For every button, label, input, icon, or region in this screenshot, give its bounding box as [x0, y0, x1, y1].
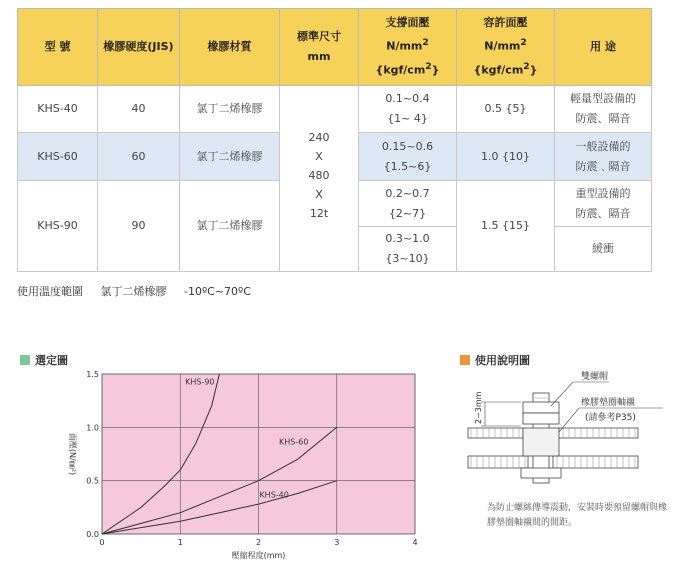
y-tick-label: 1.0 — [86, 423, 99, 433]
header-size — [280, 9, 359, 86]
usage-line: 一般設備的 — [575, 139, 631, 153]
header-support-unit2: {kgf/cm — [375, 63, 426, 77]
cell-material: 氯丁二烯橡膠 — [180, 133, 280, 181]
selection-chart-title-text: 選定圖 — [35, 354, 68, 367]
usage-note: 為防止螺絲傳導震動，安裝時要預留螺帽與橡膠墊圈軸襯間的間距。 — [487, 503, 668, 528]
header-allow-sup: 2 — [520, 37, 527, 49]
header-support-close: } — [431, 63, 440, 77]
temperature-material: 氯丁二烯橡膠 — [100, 285, 167, 298]
cell-usage — [555, 181, 652, 227]
header-support-sup: 2 — [422, 37, 429, 49]
rubber-pad-label: 橡膠墊圈軸襯 — [581, 398, 636, 408]
header-allow-unit: N/mm — [484, 40, 521, 53]
size-line: 240 — [308, 131, 330, 144]
header-allow-line2 — [457, 33, 554, 57]
header-support-line2 — [359, 33, 456, 57]
cell-support — [359, 181, 457, 227]
cell-material: 氯丁二烯橡膠 — [180, 86, 280, 133]
cell-allow: 1.5 {15} — [457, 181, 555, 272]
header-support-unit: N/mm — [386, 40, 423, 53]
cell-model: KHS-40 — [18, 86, 98, 133]
temperature-range-note — [17, 283, 265, 299]
support-range-kgf: {3~10} — [385, 252, 430, 265]
x-tick-label: 0 — [99, 538, 105, 547]
spec-table — [17, 8, 652, 272]
cell-model: KHS-90 — [18, 181, 98, 272]
cell-allow: 0.5 {5} — [457, 86, 555, 133]
header-size-line1: 標準尺寸 — [297, 30, 341, 43]
usage-line: 防震﹑隔音 — [575, 159, 631, 173]
x-axis-label: 壓縮程度(mm) — [231, 551, 286, 560]
usage-line: 防震、隔音 — [575, 206, 631, 220]
header-support-sup2: 2 — [425, 61, 432, 72]
y-tick-label: 1.5 — [86, 370, 99, 379]
orange-square-icon — [460, 355, 470, 365]
size-line: 480 — [308, 169, 330, 182]
cell-usage — [555, 86, 652, 133]
header-allow-close: } — [529, 63, 538, 77]
usage-line: 防震、隔音 — [575, 112, 631, 125]
usage-diagram — [463, 368, 673, 498]
header-allow — [457, 9, 555, 86]
table-header-row — [18, 9, 652, 86]
y-tick-label: 0.0 — [86, 530, 99, 539]
y-tick-label: 0.5 — [86, 476, 99, 486]
size-line: X — [315, 150, 323, 163]
header-support-line3 — [359, 57, 456, 81]
header-material: 橡膠材質 — [180, 9, 280, 86]
gap-label: 2~3mm — [474, 391, 483, 424]
cell-usage-extra: 緩衝 — [555, 227, 652, 272]
header-hardness: 橡膠硬度(JIS) — [98, 9, 180, 86]
usage-line: 輕量型設備的 — [570, 92, 636, 105]
header-model: 型 號 — [18, 9, 98, 86]
header-usage: 用 途 — [555, 9, 652, 86]
header-allow-unit2: {kgf/cm — [473, 63, 524, 77]
selection-chart — [60, 366, 490, 566]
support-range: 0.3~1.0 — [385, 232, 430, 245]
reference-label: (請參考P35) — [585, 413, 636, 423]
bolt-icon — [521, 393, 561, 483]
green-square-icon — [20, 355, 30, 365]
base-plate-bottom — [468, 456, 638, 468]
support-range: 0.1~0.4 — [385, 92, 430, 105]
temperature-value: -10ºC~70ºC — [184, 285, 251, 298]
x-tick-label: 1 — [177, 538, 183, 547]
cell-material: 氯丁二烯橡膠 — [180, 181, 280, 272]
size-line: 12t — [309, 207, 329, 220]
header-allow-line1: 容許面壓 — [483, 16, 528, 30]
x-tick-label: 2 — [255, 538, 262, 547]
x-tick-label: 3 — [334, 538, 340, 547]
cell-hardness: 60 — [98, 133, 180, 181]
cell-usage — [555, 133, 652, 181]
support-range-kgf: {1.5~6} — [383, 159, 432, 173]
support-range: 0.15~0.6 — [381, 139, 434, 153]
cell-model: KHS-60 — [18, 133, 98, 181]
cell-support — [359, 133, 457, 181]
series-label: KHS-90 — [185, 377, 215, 387]
size-line: X — [315, 188, 323, 201]
cell-support-extra — [359, 227, 457, 272]
table-row — [18, 86, 652, 133]
usage-diagram-title-text: 使用說明圖 — [475, 354, 530, 367]
support-range: 0.2~0.7 — [385, 186, 430, 200]
cell-allow: 1.0 {10} — [457, 133, 555, 181]
support-range-kgf: {1~ 4} — [387, 112, 428, 125]
series-label: KHS-60 — [279, 437, 309, 447]
header-size-line2: mm — [307, 50, 331, 63]
cell-hardness: 40 — [98, 86, 180, 133]
header-support — [359, 9, 457, 86]
header-support-line1: 支撐面壓 — [385, 16, 430, 30]
cell-support — [359, 86, 457, 133]
double-nut-label: 雙螺帽 — [581, 372, 609, 382]
y-axis-label: 面壓(N/㎜²) — [68, 432, 77, 476]
cell-size — [280, 86, 359, 272]
x-tick-label: 4 — [412, 538, 418, 547]
header-allow-sup2: 2 — [523, 61, 530, 72]
header-allow-line3 — [457, 57, 554, 81]
series-label: KHS-40 — [259, 490, 289, 500]
gap-dimension — [474, 391, 521, 426]
support-range-kgf: {2~7} — [388, 206, 427, 220]
temperature-label: 使用溫度範圍 — [17, 285, 83, 298]
usage-line: 重型設備的 — [575, 186, 631, 200]
cell-hardness: 90 — [98, 181, 180, 272]
